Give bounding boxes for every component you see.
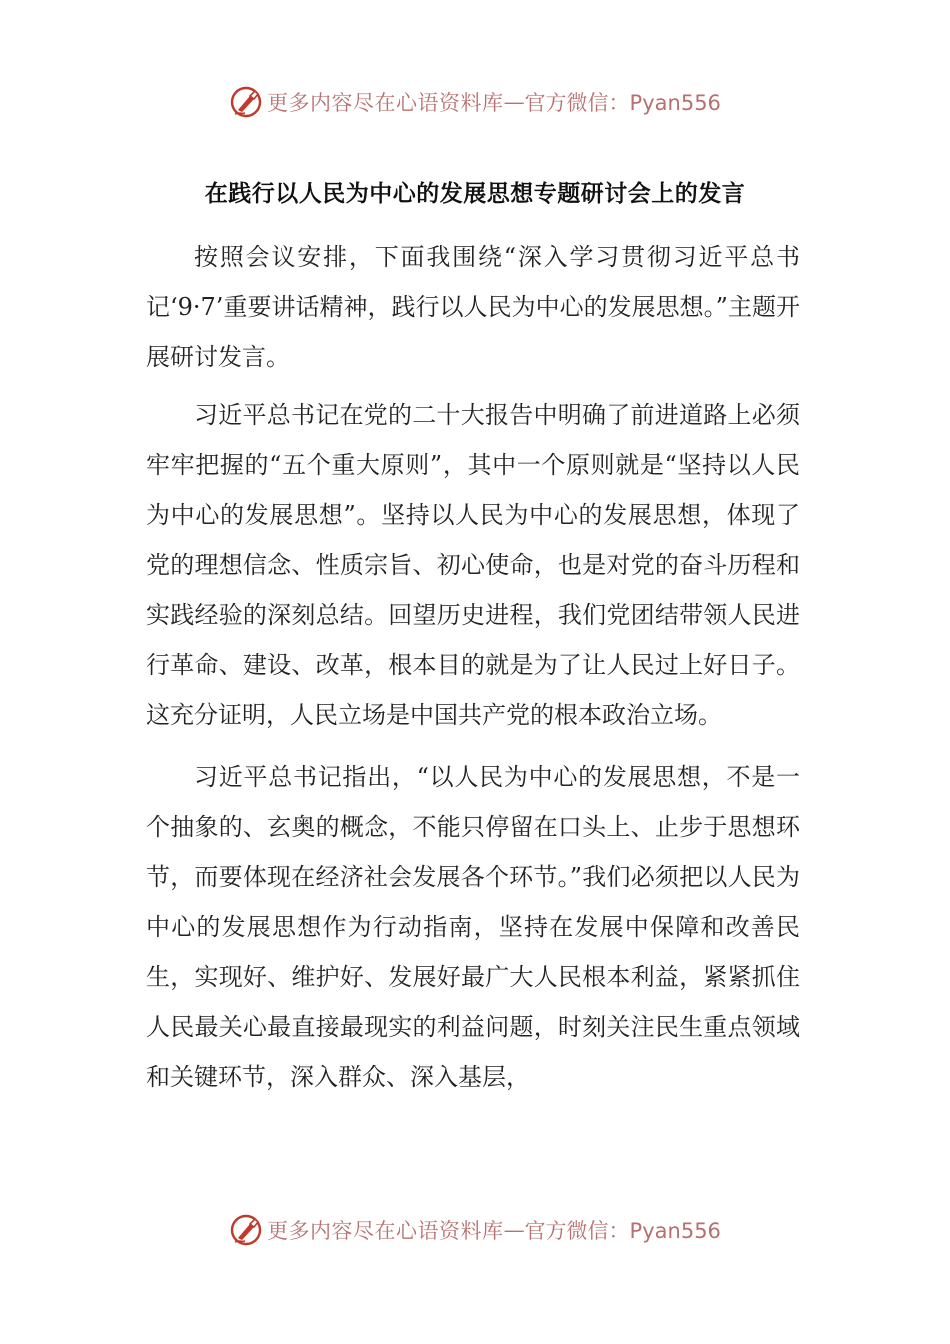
paragraph-3: 习近平总书记指出，“以人民为中心的发展思想，不是一个抽象的、玄奥的概念，不能只停留在口头上、止步于思想环节，而要体现在经济社会发展各个环节。”我们必须把以人民为中心的发展思想作为行动指南，坚持在发展中保障和改善民生，实现好、维护好、发展好最广大人民根本利益，紧紧抓住人民最关心最直接最现实的利益问题，时刻关注民生重点领域和关键环节，深入群众、深入基层，	[146, 763, 800, 1091]
watermark-wechat: 官方微信：Pyan556	[524, 1219, 721, 1243]
watermark-dash: —	[503, 90, 525, 114]
watermark-wechat: 官方微信：Pyan556	[524, 91, 721, 115]
watermark-dash: —	[503, 1218, 525, 1242]
pen-nib-logo-icon	[229, 1213, 263, 1247]
pen-nib-logo-icon	[229, 85, 263, 119]
paragraph-2: 习近平总书记在党的二十大报告中明确了前进道路上必须牢牢把握的“五个重大原则”，其中一个原则就是“坚持以人民为中心的发展思想”。坚持以人民为中心的发展思想，体现了党的理想信念、性质宗旨、初心使命，也是对党的奋斗历程和实践经验的深刻总结。回望历史进程，我们党团结带领人民进行革命、建设、改革，根本目的就是为了让人民过上好日子。这充分证明，人民立场是中国共产党的根本政治立场。	[146, 401, 800, 729]
paragraph-1: 按照会议安排，下面我围绕“深入学习贯彻习近平总书记‘9·7’重要讲话精神，践行以人民为中心的发展思想。”主题开展研讨发言。	[146, 243, 800, 371]
watermark-text: 更多内容尽在心语资料库	[267, 1219, 504, 1243]
header-watermark	[0, 80, 950, 124]
document-body	[146, 232, 800, 1102]
document-title: 在践行以人民为中心的发展思想专题研讨会上的发言	[204, 180, 746, 207]
footer-watermark	[0, 1208, 950, 1252]
watermark-text: 更多内容尽在心语资料库	[267, 91, 504, 115]
